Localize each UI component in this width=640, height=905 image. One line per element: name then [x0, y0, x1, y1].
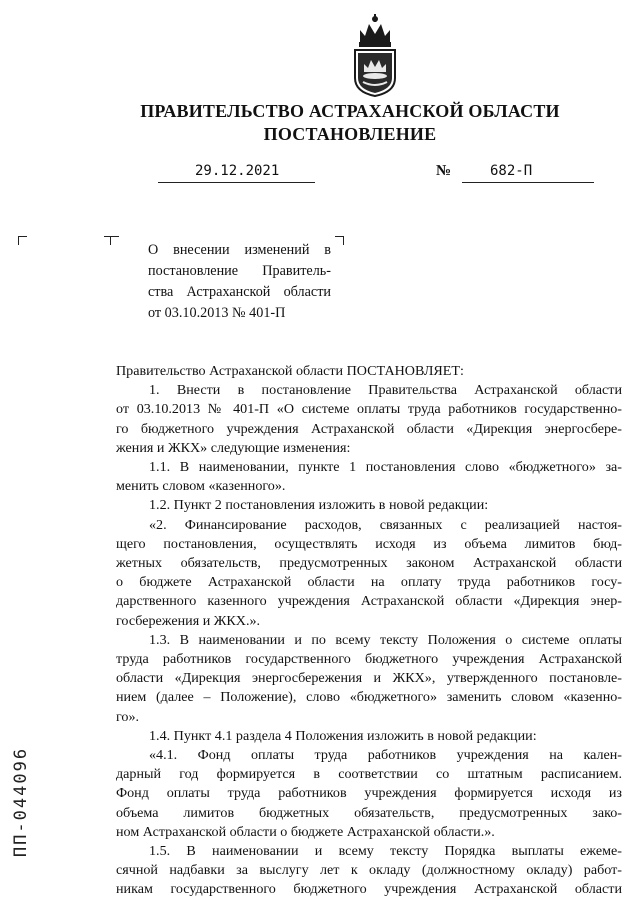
body-line: 1.1. В наименовании, пункте 1 постановления слово «бюджетного» за-: [149, 459, 622, 476]
body-line: 1. Внести в постановление Правительства Астраханской области: [149, 382, 622, 399]
body-line: «2. Финансирование расходов, связанных с реализацией настоя-: [149, 516, 622, 533]
form-serial-number: [8, 740, 30, 870]
body-line: жетных обязательств, предусмотренных законом Астраханской области: [116, 555, 622, 572]
subject-line: постановление Правитель-: [148, 263, 331, 279]
body-line: объема лимитов бюджетных обязательств, предусмотренных зако-: [116, 804, 622, 821]
body-line: Фонд оплаты труда работников учреждения формируется исходя из: [116, 785, 622, 802]
body-line: области «Дирекция энергосбережения и ЖКХ», утвержденного постановле-: [116, 670, 622, 687]
government-title: ПРАВИТЕЛЬСТВО АСТРАХАНСКОЙ ОБЛАСТИ: [140, 101, 560, 121]
body-line: никам государственного бюджетного учреждения Астраханской области: [116, 881, 622, 898]
body-line: ном Астраханской области о бюджете Астраханской области.».: [116, 823, 495, 840]
form-serial-text: ПП-044096: [11, 746, 31, 858]
body-line: 1.4. Пункт 4.1 раздела 4 Положения изложить в новой редакции:: [149, 727, 537, 744]
astrakhan-coat-of-arms-icon: [350, 12, 400, 98]
subject-line: О внесении изменений в: [148, 242, 331, 258]
body-line: 1.2. Пункт 2 постановления изложить в новой редакции:: [149, 497, 489, 514]
number-underline: [462, 182, 594, 183]
address-corner-mark: [18, 236, 27, 245]
document-type-title: ПОСТАНОВЛЕНИЕ: [263, 124, 437, 144]
subject-line: от 03.10.2013 № 401-П: [148, 305, 286, 321]
body-line: дарный год формируется в соответствии со штатным расписанием.: [116, 766, 622, 783]
body-line: Правительство Астраханской области ПОСТАНОВЛЯЕТ:: [116, 363, 464, 379]
subject-corner-mark: [335, 236, 344, 245]
document-number: 682-П: [490, 163, 533, 179]
body-line: щего постановления, осуществлять исходя из объема лимитов бюд-: [116, 535, 622, 552]
body-line: дарственного казенного учреждения Астраханской области «Дирекция энер-: [116, 593, 622, 610]
date-underline: [158, 182, 315, 183]
body-line: го бюджетного учреждения Астраханской области «Дирекция энергосбере-: [116, 420, 622, 437]
body-line: сячной надбавки за выслугу лет к окладу (должностному окладу) работ-: [116, 862, 622, 879]
body-line: от 03.10.2013 № 401-П «О системе оплаты труда работников государственно-: [116, 401, 622, 418]
document-body: [116, 362, 622, 900]
body-line: 1.5. В наименовании и всему тексту Порядка выплаты ежеме-: [149, 843, 622, 860]
body-line: нием (далее – Положение), слово «бюджетного» заменить словом «казенно-: [116, 689, 622, 706]
body-line: о бюджете Астраханской области на оплату труда работников госу-: [116, 574, 622, 591]
document-date: 29.12.2021: [195, 163, 280, 179]
body-line: жения и ЖКХ» следующие изменения:: [116, 439, 351, 456]
subject-corner-mark: [110, 236, 119, 245]
body-line: «4.1. Фонд оплаты труда работников учреждения на кален-: [149, 747, 622, 764]
number-sign: №: [436, 163, 452, 179]
body-line: госбережения и ЖКХ.».: [116, 612, 261, 629]
body-line: менить словом «казенного».: [116, 478, 286, 495]
body-line: го».: [116, 708, 140, 725]
subject-line: ства Астраханской области: [148, 284, 331, 300]
body-line: 1.3. В наименовании и по всему тексту Положения о системе оплаты: [149, 631, 622, 648]
body-line: труда работников государственного бюджетного учреждения Астраханской: [116, 651, 622, 668]
document-subject: [148, 240, 331, 324]
